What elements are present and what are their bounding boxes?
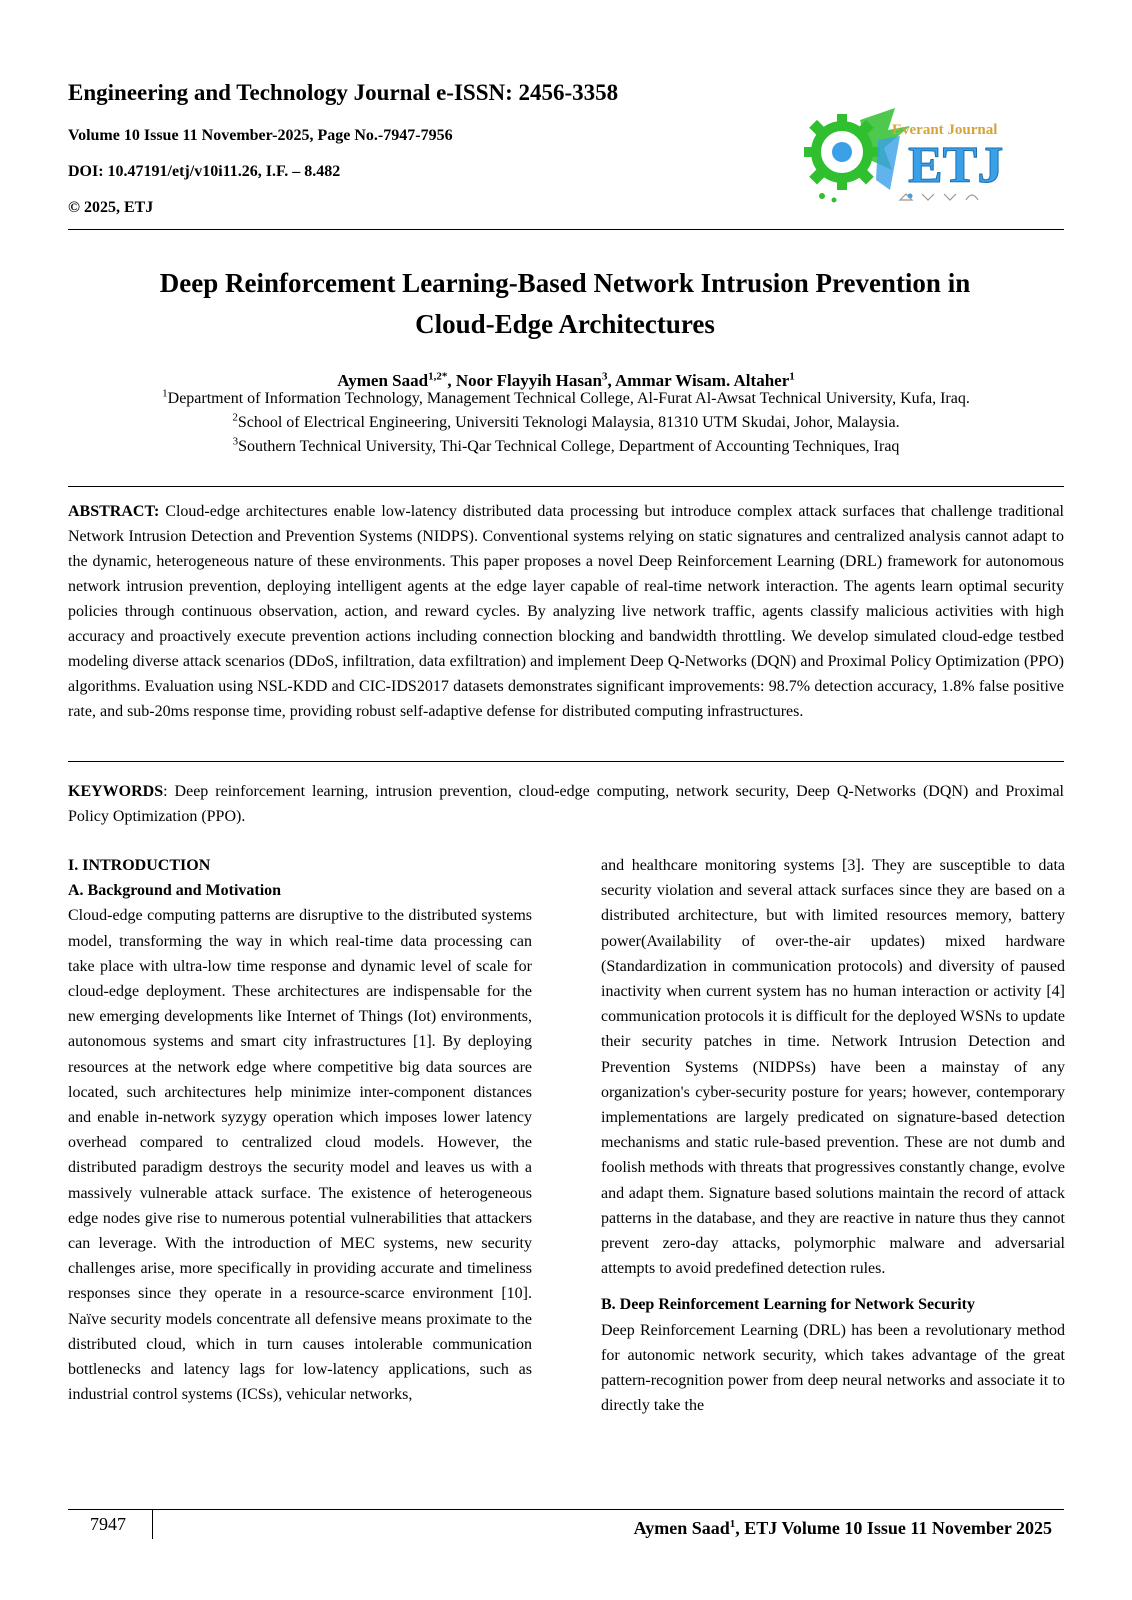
author-sup: 3 <box>601 370 608 383</box>
title-line-1: Deep Reinforcement Learning-Based Network Intrusion Prevention in <box>159 268 971 298</box>
volume-info: Volume 10 Issue 11 November-2025, Page No.-7947-7956 <box>68 127 453 144</box>
author-sup: 1 <box>789 370 795 383</box>
footer-divider <box>152 1509 153 1539</box>
author-separator: , <box>607 371 615 390</box>
affiliation-text: School of Electrical Engineering, Universiti Teknologi Malaysia, 81310 UTM Skudai, Johor, Malaysia. <box>237 414 900 431</box>
abstract <box>68 499 1064 724</box>
footer-author: Aymen Saad <box>633 1518 730 1538</box>
affiliation <box>68 389 1064 409</box>
logo-text-top: Everant Journal <box>892 122 998 138</box>
keywords <box>68 779 1064 829</box>
journal-name: Engineering and Technology Journal e-ISSN: 2456-3358 <box>68 80 619 105</box>
affiliation-text: Department of Information Technology, Management Technical College, Al-Furat Al-Awsat Technical University, Kufa, Iraq. <box>167 390 970 407</box>
paragraph-gap <box>601 1281 1065 1292</box>
abstract-text: Cloud-edge architectures enable low-latency distributed data processing but introduce complex attack surfaces that challenge traditional Network Intrusion Detection and Prevention Systems (NIDPS). Conventional systems relying on static signatures and centralized analysis cannot adapt to the dynamic, heterogeneous nature of these environments. This paper proposes a novel Deep Reinforcement Learning (DRL) framework for autonomous network intrusion prevention, deploying intelligent agents at the edge layer capable of real-time network interaction. The agents learn optimal security policies through continuous observation, action, and reward cycles. By analyzing live network traffic, agents classify malicious activities with high accuracy and proactively execute prevention actions including connection blocking and bandwidth throttling. We develop simulated cloud-edge testbed modeling diverse attack scenarios (DDoS, infiltration, data exfiltration) and implement Deep Q-Networks (DQN) and Proximal Policy Optimization (PPO) algorithms. Evaluation using NSL-KDD and CIC-IDS2017 datasets demonstrates significant improvements: 98.7% detection accuracy, 1.8% false positive rate, and sub-20ms response time, providing robust self-adaptive defense for distributed computing infrastructures. <box>68 503 1065 720</box>
affiliation <box>68 437 1064 457</box>
footer-rule <box>68 1509 1064 1510</box>
subsection-heading: A. Background and Motivation <box>68 882 282 900</box>
footer-citation <box>634 1512 1052 1540</box>
affiliation-sup: 3 <box>232 435 239 448</box>
abstract-label: ABSTRACT: <box>68 503 160 520</box>
author-separator: , <box>447 371 456 390</box>
body-paragraph: Cloud-edge computing patterns are disruptive to the distributed systems model, transforming the way in which real-time data processing can take place with ultra-low time response and dynamic level of scale for cloud-edge deployment. These architectures are indispensable for the new emerging developments like Internet of Things (Iot) environments, autonomous systems and smart city infrastructures [1]. By deploying resources at the network edge where competitive big data sources are located, such architectures help minimize inter-component distances and enable in-network syzygy operation which imposes lower latency overhead compared to centralized cloud models. However, the distributed paradigm destroys the security model and leaves us with a massively vulnerable attack surface. The existence of heterogeneous edge nodes give rise to numerous potential vulnerabilities that attackers can leverage. With the introduction of MEC systems, new security challenges arise, more specifically in providing accurate and timeliness responses since they operate in a resource-scarce environment [10]. Naïve security models concentrate all defensive means proximate to the distributed cloud, which in turn causes intolerable communication bottlenecks and latency lags for low-latency applications, such as industrial control systems (ICSs), vehicular networks, <box>68 907 532 1404</box>
author-sup: 1,2* <box>428 370 448 383</box>
logo-text-main: ETJ <box>908 137 1004 194</box>
abstract-bottom-rule <box>68 761 1064 762</box>
header-rule <box>68 229 1064 230</box>
page-number: 7947 <box>90 1514 126 1534</box>
body-paragraph: Deep Reinforcement Learning (DRL) has been a revolutionary method for autonomic network security, which takes advantage of the great pattern-recognition power from deep neural networks and associate it to directly take the <box>601 1321 1065 1415</box>
author-name: Noor Flayyih Hasan <box>455 371 602 390</box>
copyright: © 2025, ETJ <box>68 199 154 216</box>
keywords-text: : Deep reinforcement learning, intrusion prevention, cloud-edge computing, network security, Deep Q-Networks (DQN) and Proximal Policy Optimization (PPO). <box>68 783 1064 825</box>
etj-journal-logo <box>800 100 1015 212</box>
etj-logo-icon <box>800 100 1015 212</box>
keywords-label: KEYWORDS <box>68 783 164 800</box>
author-name: Ammar Wisam. Altaher <box>615 371 790 390</box>
abstract-top-rule <box>68 486 1064 487</box>
paper-title <box>90 263 1040 345</box>
affiliation-sup: 1 <box>162 387 168 400</box>
right-column <box>601 853 1065 1418</box>
title-line-2: Cloud-Edge Architectures <box>415 309 715 339</box>
author-name: Aymen Saad <box>337 371 429 390</box>
affiliation <box>68 413 1064 433</box>
affiliation-text: Southern Technical University, Thi-Qar Technical College, Department of Accounting Techniques, Iraq <box>238 438 900 455</box>
subsection-heading: B. Deep Reinforcement Learning for Network Security <box>601 1296 975 1314</box>
section-heading: I. INTRODUCTION <box>68 857 211 874</box>
journal-header <box>68 78 828 218</box>
left-column <box>68 853 532 1407</box>
body-paragraph: and healthcare monitoring systems [3]. They are susceptible to data security violation and several attack surfaces since they are based on a distributed architecture, but with limited resources memory, battery power(Availability of over-the-air updates) mixed hardware (Standardization in communication protocols) and diversity of paused inactivity when current system has no human interaction or activity [4] communication protocols it is difficult for the deployed WSNs to update their security patches in time. Network Intrusion Detection and Prevention Systems (NIDPSs) have been a mainstay of any organization's cyber-security posture for years; however, contemporary implementations are largely predicated on signature-based detection mechanisms and static rule-based prevention. These are not dumb and foolish methods with threats that progressives constantly change, evolve and adapt them. Signature based solutions maintain the record of attack patterns in the database, and they are reactive in nature thus they cannot prevent zero-day attacks, polymorphic malware and adversarial attempts to avoid predefined detection rules. <box>601 857 1065 1278</box>
footer-author-sup: 1 <box>729 1518 736 1530</box>
footer-citation-text: , ETJ Volume 10 Issue 11 November 2025 <box>735 1518 1052 1538</box>
doi-info: DOI: 10.47191/etj/v10i11.26, I.F. – 8.482 <box>68 163 341 180</box>
affiliation-sup: 2 <box>232 411 238 424</box>
